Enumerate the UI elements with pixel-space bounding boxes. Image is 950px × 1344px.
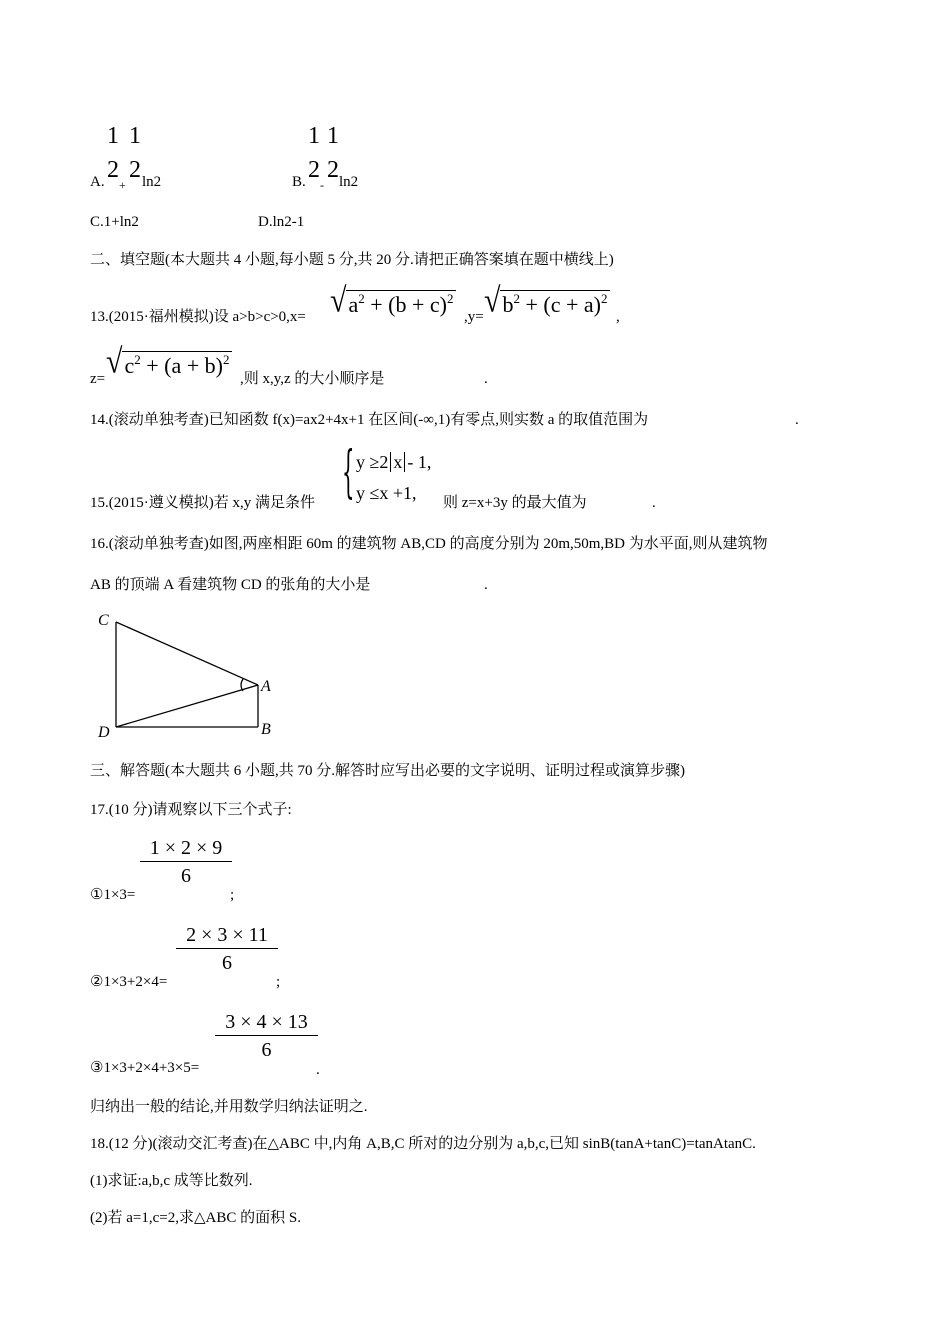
q17-eq1-lhs: ①1×3= — [90, 887, 136, 903]
option-b-fraction-1: 1 2 — [308, 123, 320, 183]
q14-text: 14.(滚动单独考查)已知函数 f(x)=ax2+4x+1 在区间(-∞,1)有零点,则实数 a 的取值范围为 — [90, 412, 649, 428]
q16-line-1: 16.(滚动单独考查)如图,两座相距 60m 的建筑物 AB,CD 的高度分别为 20m,50m,BD 为水平面,则从建筑物 — [90, 536, 768, 552]
q13-y-suffix: , — [616, 309, 620, 325]
figure-label-d: D — [98, 724, 110, 741]
option-a-fraction-1: 1 2 — [107, 123, 119, 183]
q16-figure — [90, 605, 290, 745]
option-b-op: - — [320, 178, 324, 192]
q13-end: . — [484, 371, 488, 387]
q15-suffix: 则 z=x+3y 的最大值为 — [443, 495, 587, 511]
q15-end: . — [652, 495, 656, 511]
q13-x-radical: √ $a^2 + (b + c)^2$ — [330, 286, 456, 316]
q17-eq1-end: ; — [230, 887, 235, 903]
q15-prefix: 15.(2015·遵义模拟)若 x,y 满足条件 — [90, 495, 315, 511]
section-2-heading: 二、填空题(本大题共 4 小题,每小题 5 分,共 20 分.请把正确答案填在题中横线上) — [90, 252, 614, 268]
option-a-label: A. — [90, 174, 105, 190]
figure-label-a: A — [261, 678, 271, 695]
q17-conclusion: 归纳出一般的结论,并用数学归纳法证明之. — [90, 1099, 368, 1115]
q12-option-d: D.ln2-1 — [258, 214, 305, 230]
q13-z-radical: √ $c^2 + (a + b)^2$ — [106, 347, 232, 377]
option-a-fraction-2: 1 2 — [129, 123, 141, 183]
q17-eq1-fraction: $\frac{1 \times 2 \times 9}{6}$ — [140, 838, 232, 886]
q15-condition-2: y ≤x +1, — [356, 483, 417, 503]
q17-eq2-end: ; — [276, 974, 281, 990]
q14-end: . — [795, 412, 799, 428]
q17-eq2-fraction: $\frac{2 \times 3 \times 11}{6}$ — [176, 925, 278, 973]
sqrt-icon: √ — [484, 281, 501, 320]
option-b-label: B. — [292, 174, 306, 190]
q16-line-2: AB 的顶端 A 看建筑物 CD 的张角的大小是 — [90, 577, 371, 593]
q13-z-prefix: z= — [90, 371, 106, 387]
q16-end: . — [484, 577, 488, 593]
option-b-fraction-2: 1 2 — [327, 123, 339, 183]
q13-z-suffix: ,则 x,y,z 的大小顺序是 — [240, 371, 385, 387]
q17-eq3-lhs: ③1×3+2×4+3×5= — [90, 1060, 200, 1076]
q13-y-radical: √ $b^2 + (c + a)^2$ — [484, 286, 610, 316]
figure-label-c: C — [98, 612, 109, 629]
q17-eq3-end: . — [316, 1062, 320, 1078]
q17-intro: 17.(10 分)请观察以下三个式子: — [90, 802, 292, 818]
q17-eq3-fraction: $\frac{3 \times 4 \times 13}{6}$ — [215, 1012, 318, 1060]
option-a-tail: ln2 — [142, 174, 162, 190]
option-b-tail: ln2 — [339, 174, 359, 190]
q13-y-prefix: ,y= — [464, 309, 484, 325]
section-3-heading: 三、解答题(本大题共 6 小题,共 70 分.解答时应写出必要的文字说明、证明过程或演算步骤) — [90, 763, 685, 779]
q13-prefix: 13.(2015·福州模拟)设 a>b>c>0,x= — [90, 309, 306, 325]
figure-label-b: B — [261, 721, 271, 738]
sqrt-icon: √ — [330, 281, 347, 320]
q18-text: 18.(12 分)(滚动交汇考查)在△ABC 中,内角 A,B,C 所对的边分别为 a,b,c,已知 sinB(tanA+tanC)=tanAtanC. — [90, 1136, 756, 1152]
q18-part-1: (1)求证:a,b,c 成等比数列. — [90, 1173, 253, 1189]
q12-option-c: C.1+ln2 — [90, 214, 139, 230]
q17-eq2-lhs: ②1×3+2×4= — [90, 974, 168, 990]
q18-part-2: (2)若 a=1,c=2,求△ABC 的面积 S. — [90, 1210, 301, 1226]
left-brace-icon: { — [342, 440, 355, 505]
q15-condition-1: y ≥2 x - 1, — [356, 452, 432, 472]
option-a-op: + — [119, 178, 126, 192]
sqrt-icon: √ — [106, 342, 123, 381]
